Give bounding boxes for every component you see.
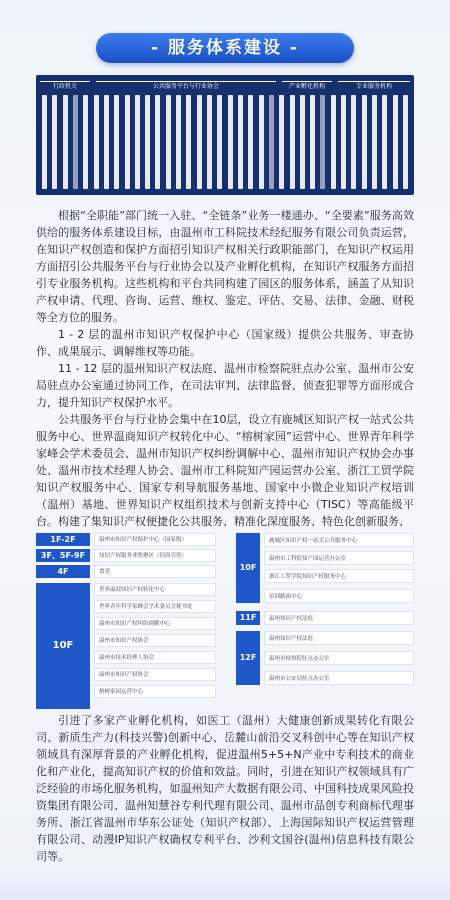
hero-column	[197, 95, 202, 189]
floor-label: 4F	[36, 565, 90, 578]
hero-group-3: 产业孵化机构	[282, 81, 332, 90]
hero-column	[331, 95, 336, 189]
floor-item: 温州市工科院知产园运营办公室	[264, 551, 414, 565]
hero-column	[186, 95, 191, 189]
hero-column	[341, 95, 346, 189]
floor-item: 温州市知识产权协会	[94, 634, 216, 647]
hero-column	[362, 95, 367, 189]
hero-column	[73, 95, 78, 189]
floor-item: 温州市知识产权协会	[94, 668, 216, 681]
paragraph: 11 - 12 层的温州知识产权法庭、温州市检察院驻点办公室、温州市公安局驻点办公室通过协同工作，在司法审判、法律监督、侦查犯罪等方面形成合力，提升知识产权保护水平。	[36, 362, 414, 409]
hero-column	[176, 95, 181, 189]
hero-column	[290, 95, 295, 189]
hero-column	[42, 95, 47, 189]
hero-column	[279, 95, 284, 189]
floor-item: 培训路演中心	[264, 589, 414, 603]
hero-column	[217, 95, 222, 189]
hero-column	[393, 95, 398, 189]
hero-column	[135, 95, 140, 189]
floor-item: 世界青年科学家峰会学术委员会秘书处	[94, 600, 216, 613]
hero-column	[52, 95, 57, 189]
hero-column	[145, 95, 150, 189]
paragraph: 引进了多家产业孵化机构，如医工（温州）大健康创新成果转化有限公司、新质生产力(科技兴警)创新中心、岳麓山前沿交叉科创中心等在知识产权领域具有深厚背景的产业孵化机构，促进温州5+5+N产业中专利技术的商业化和产业化，提高知识产权的价值和效益。同时，引进在知识产权领域具有广泛经验的市场化服务机构，如温州知产大数据有限公司、中国科技成果风险投资集团有限公司、温州知慧谷专利代理有限公司、温州市品创专利商标代理事务所、浙江省温州市华东公证处（知识产权部）、上海国际知识产权运营管理有限公司、动漫IP知识产权确权专利平台、沙利文国谷(温州)信息科技有限公司等。	[36, 714, 414, 863]
hero-group-2: 公共服务平台与行业协会	[96, 81, 276, 90]
hero-column	[155, 95, 160, 189]
hero-group-1: 行政机关	[40, 81, 90, 90]
paragraph: 公共服务平台与行业协会集中在10层，设立有鹿城区知识产权一站式公共服务中心、世界温商知识产权转化中心、“榕树家园”运营中心、世界青年科学家峰会学术委员会、温州市知识产权纠纷调解中心、温州市知识产权协会办事处、温州市技术经理人协会、温州市工科院知产园运营办公室、浙江工贸学院知识产权服务中心、国家专利导航服务基地、国家中小微企业知识产权培训（温州）基地、世界知识产权组织技术与创新支持中心（TISC）等高能级平台。构建了集知识产权便捷化公共服务、精准化深度服务、特色化创新服务、	[36, 413, 414, 528]
outro-text	[36, 712, 414, 865]
org-chart-image	[36, 75, 414, 195]
hero-column	[63, 95, 68, 189]
hero-column	[403, 95, 408, 189]
floor-item: 温州市检察院驻点办公室	[264, 651, 414, 665]
hero-columns	[42, 95, 408, 189]
hero-column	[83, 95, 88, 189]
hero-column	[351, 95, 356, 189]
floor-item: 浙江工贸学院知识产权服务中心	[264, 569, 414, 583]
hero-column	[382, 95, 387, 189]
page-footer-fade	[0, 870, 450, 900]
paragraph: 根据“全职能”部门统一入驻、“全链条”业务一楼通办、“全要素”服务高效供给的服务体系建设目标，由温州市工科院技术经纪服务有限公司负责运营，在知识产权创造和保护方面招引知识产权相关行政职能部门，在知识产权运用方面招引公共服务平台与行业协会以及产业孵化机构，在知识产权服务方面招引专业服务机构。这些机构和平台共同构建了园区的服务体系，涵盖了从知识产权申请、代理、咨询、运营、维权、鉴定、评估、交易、法律、金融、财税等全方位的服务。	[36, 209, 414, 324]
hero-column	[238, 95, 243, 189]
hero-column	[228, 95, 233, 189]
hero-column	[248, 95, 253, 189]
floor-label: 12F	[236, 631, 260, 685]
hero-column	[269, 95, 274, 189]
floor-item: 温州市知识产权保护中心（国家级）	[94, 533, 216, 546]
floor-item: 世界温商知识产权转化中心	[94, 583, 216, 596]
hero-column	[104, 95, 109, 189]
floor-label: 10F	[36, 583, 90, 709]
hero-column	[259, 95, 264, 189]
hero-group-4: 专业服务机构	[338, 81, 410, 90]
hero-column	[94, 95, 99, 189]
hero-column	[310, 95, 315, 189]
paragraph: 1 - 2 层的温州市知识产权保护中心（国家级）提供公共服务、审查协作、成果展示、调解维权等功能。	[36, 328, 414, 358]
floor-item: 温州市知识产权纠纷调解中心	[94, 617, 216, 630]
hero-column	[300, 95, 305, 189]
floor-item: 榕树家园运营中心	[94, 685, 216, 698]
floor-label: 3F、5F-9F	[36, 549, 90, 562]
floor-item: 温州知识产权法庭	[264, 611, 414, 625]
hero-column	[114, 95, 119, 189]
floor-label: 1F-2F	[36, 533, 90, 546]
floor-item: 温州市公安局驻点办公室	[264, 671, 414, 685]
section-banner	[96, 33, 354, 63]
hero-column	[125, 95, 130, 189]
floor-item: 温州知识产权法庭	[264, 631, 414, 645]
hero-column	[166, 95, 171, 189]
intro-text	[36, 207, 414, 530]
hero-column	[372, 95, 377, 189]
floor-item: 知识产权服务业集聚区（招商引资）	[94, 549, 216, 562]
hero-column	[207, 95, 212, 189]
floor-label: 11F	[236, 611, 260, 625]
section-title: - 服务体系建设 -	[151, 38, 299, 58]
floor-item: 食堂	[94, 565, 216, 578]
floor-directory	[36, 527, 414, 712]
floor-item: 鹿城区知识产权一站式公共服务中心	[264, 533, 414, 547]
floor-label: 10F	[236, 533, 260, 603]
floor-item: 温州市技术经理人协会	[94, 651, 216, 664]
hero-column	[320, 95, 325, 189]
